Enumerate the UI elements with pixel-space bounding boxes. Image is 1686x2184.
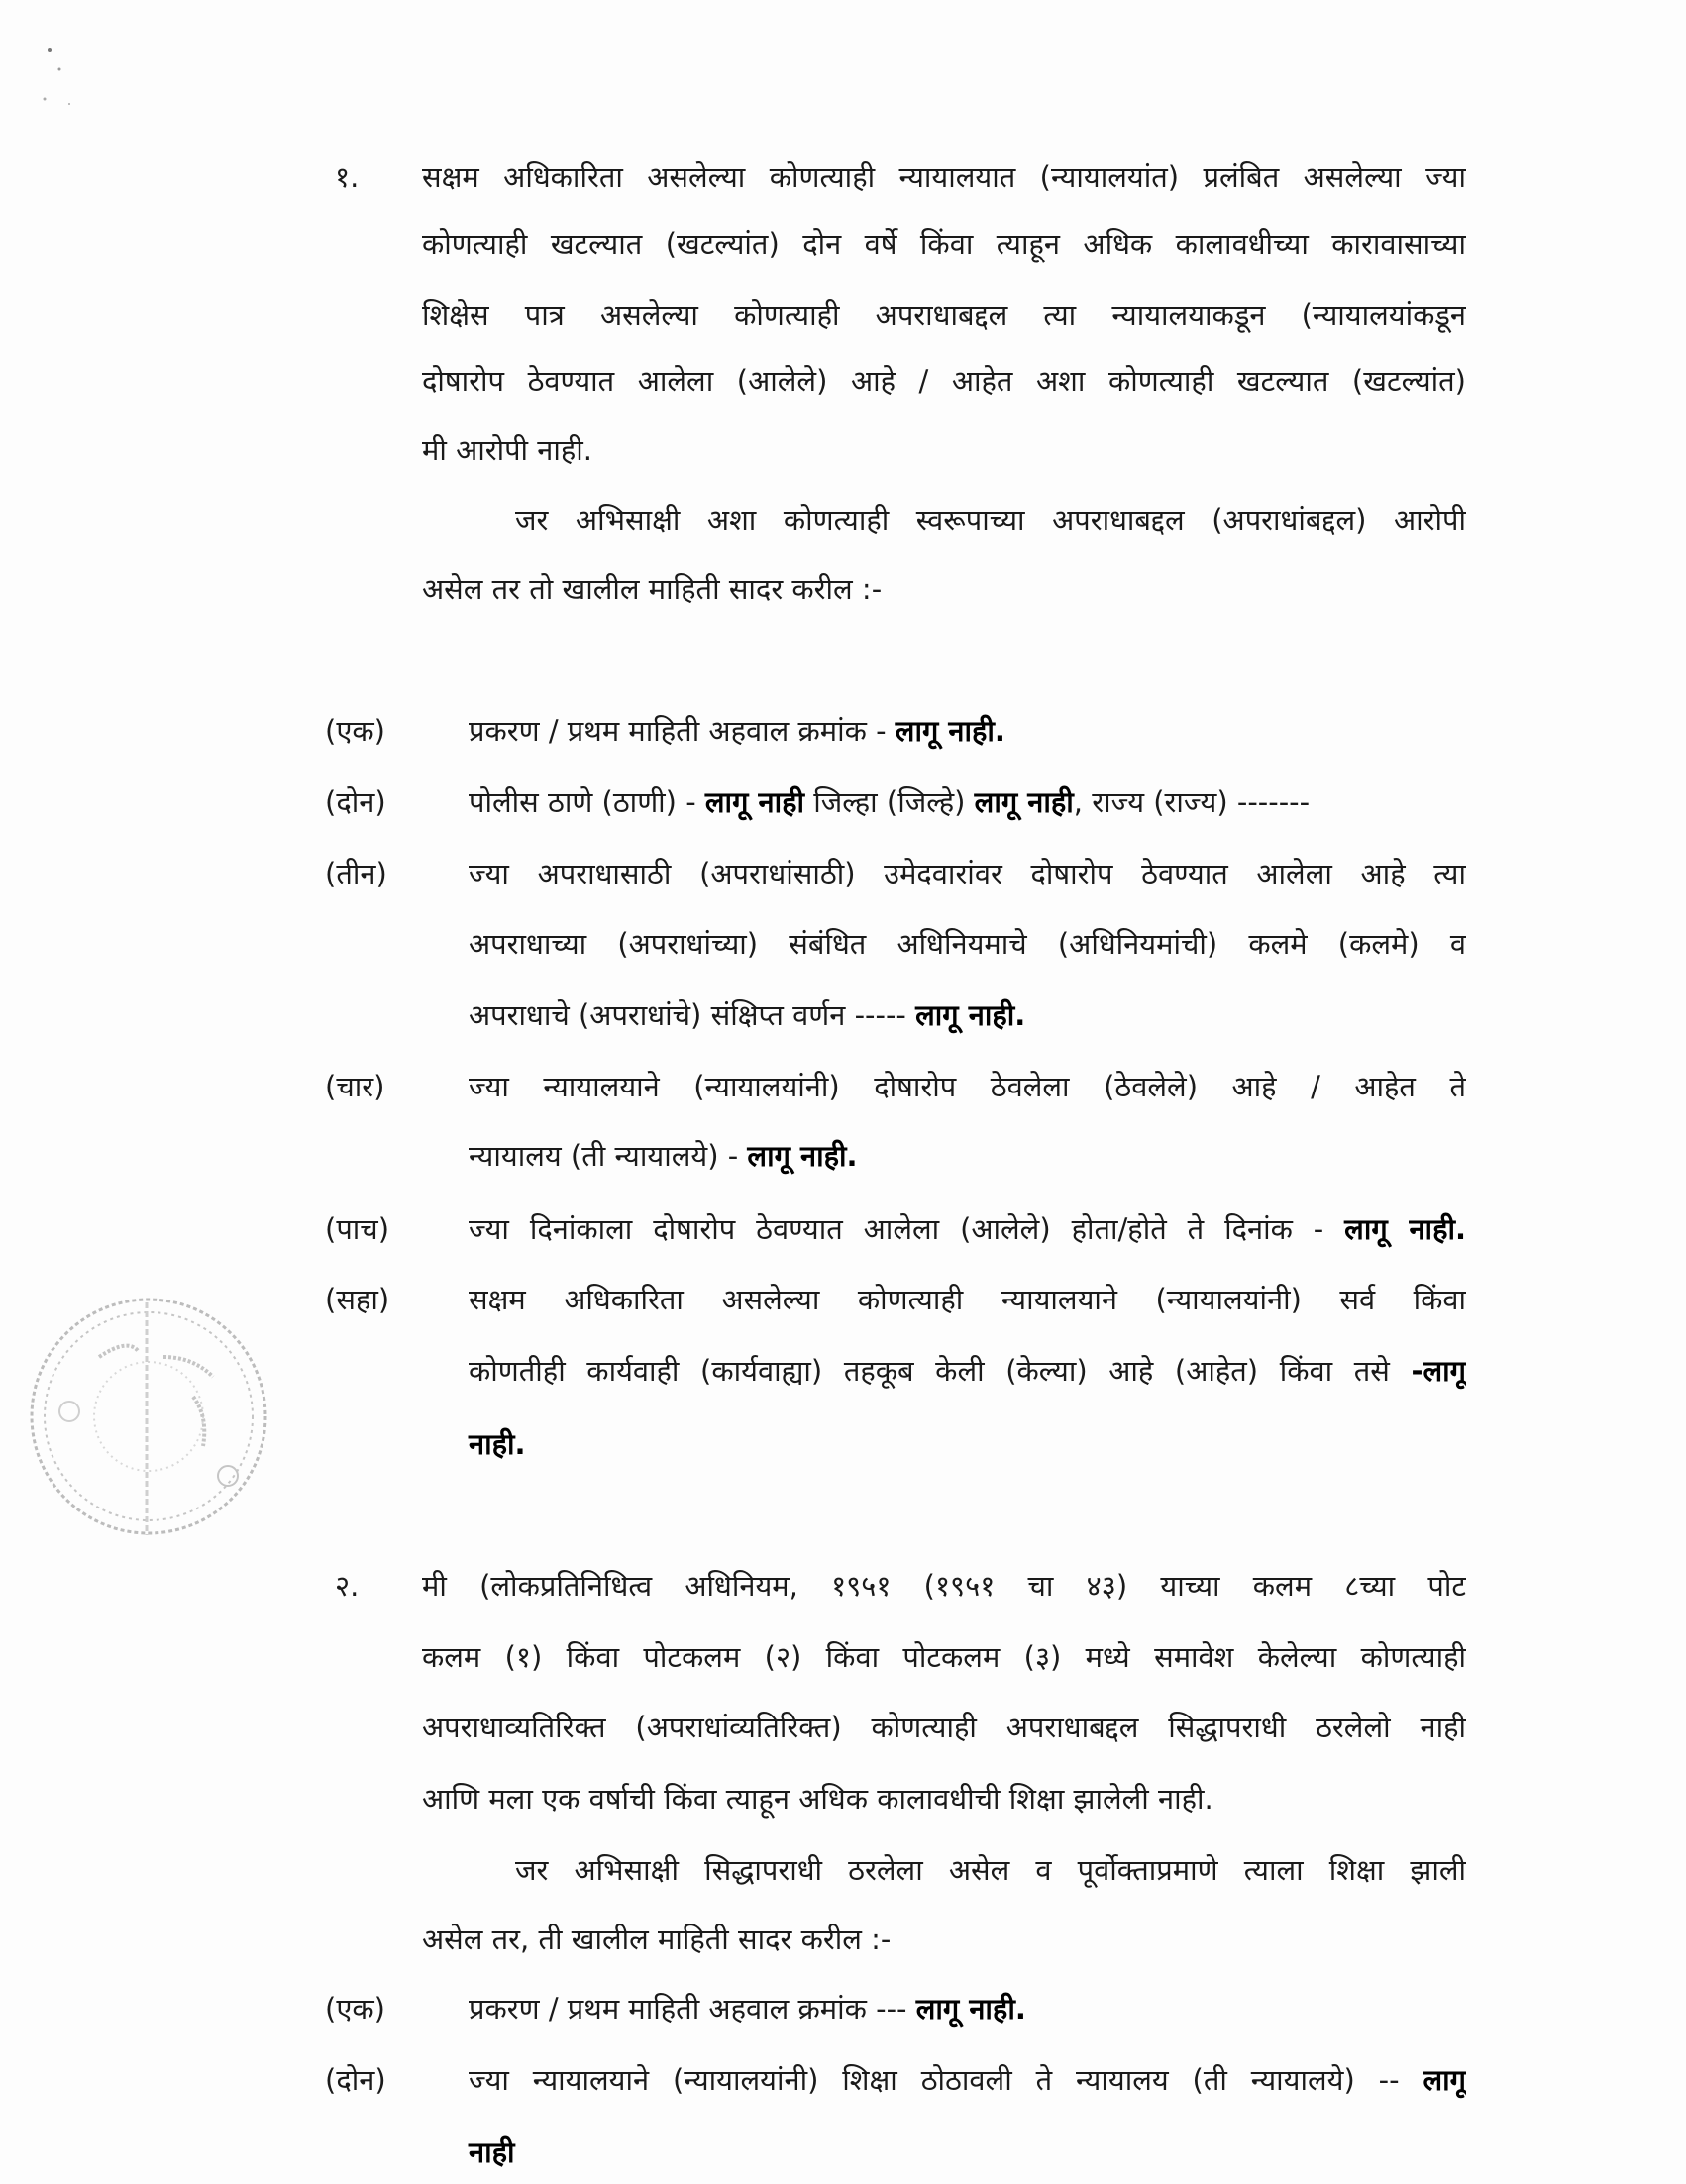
text-line <box>469 1987 1466 2030</box>
item-marker: (चार) <box>325 1070 385 1103</box>
text-line <box>469 852 1466 895</box>
official-seal-stamp <box>20 1288 277 1545</box>
bold-value: लागू <box>1423 2063 1466 2097</box>
item-marker: (दोन) <box>325 2063 386 2097</box>
text-line <box>469 780 1466 824</box>
text-segment: ज्या दिनांकाला दोषारोप ठेवण्यात आलेला (आलेले) होता/होते ते दिनांक - <box>469 1212 1345 1246</box>
text-line <box>422 293 1466 337</box>
text-segment: आणि मला एक वर्षाची किंवा त्याहून अधिक कालावधीची शिक्षा झालेली नाही. <box>422 1782 1213 1816</box>
text-line <box>469 2131 1466 2174</box>
scan-specks <box>30 40 89 119</box>
text-line <box>469 1207 1466 1251</box>
text-segment: जिल्हा (जिल्हे) <box>804 785 975 819</box>
text-segment: कोणत्याही खटल्यात (खटल्यांत) दोन वर्षे किंवा त्याहून अधिक कालावधीच्या कारावासाच्या <box>422 227 1466 260</box>
text-line <box>515 498 1466 542</box>
text-line <box>469 1278 1466 1321</box>
item-marker: (पाच) <box>325 1212 390 1246</box>
text-line <box>422 1777 1466 1820</box>
text-segment: शिक्षेस पात्र असलेल्या कोणत्याही अपराधाबद्दल त्या न्यायालयाकडून (न्यायालयांकडून <box>422 298 1466 332</box>
text-segment: दोषारोप ठेवण्यात आलेला (आलेले) आहे / आहेत अशा कोणत्याही खटल्यात (खटल्यांत) <box>422 364 1466 398</box>
text-segment: अपराधाचे (अपराधांचे) संक्षिप्त वर्णन ----- <box>469 998 916 1032</box>
bold-value: लागू नाही <box>974 785 1074 819</box>
text-line <box>422 1706 1466 1749</box>
text-line <box>469 993 1466 1037</box>
item-marker: (सहा) <box>325 1283 390 1316</box>
item-marker: २. <box>335 1569 360 1603</box>
text-segment: जर अभिसाक्षी अशा कोणत्याही स्वरूपाच्या अपराधाबद्दल (अपराधांबद्दल) आरोपी <box>515 503 1466 537</box>
item-marker: (तीन) <box>325 857 387 890</box>
text-line <box>422 360 1466 403</box>
bold-value: लागू नाही. <box>895 714 1005 748</box>
item-marker: (एक) <box>325 1992 385 2026</box>
bold-value: -लागू <box>1411 1354 1466 1388</box>
text-segment: सक्षम अधिकारिता असलेल्या कोणत्याही न्यायालयात (न्यायालयांत) प्रलंबित असलेल्या ज्या <box>422 160 1466 194</box>
text-line <box>469 1065 1466 1108</box>
text-segment: ज्या अपराधासाठी (अपराधांसाठी) उमेदवारांवर दोषारोप ठेवण्यात आलेला आहे त्या <box>469 857 1466 890</box>
text-line <box>422 428 1466 471</box>
text-line <box>422 568 1466 611</box>
item-marker: (एक) <box>325 714 385 748</box>
text-line <box>469 1422 1466 1466</box>
bold-value: नाही <box>469 2135 515 2169</box>
text-line <box>469 1134 1466 1178</box>
text-segment: असेल तर, ती खालील माहिती सादर करील :- <box>422 1923 892 1956</box>
text-line <box>469 709 1466 753</box>
text-segment: , राज्य (राज्य) ------- <box>1073 785 1311 819</box>
text-segment: जर अभिसाक्षी सिद्धापराधी ठरलेला असेल व पूर्वोक्ताप्रमाणे त्याला शिक्षा झाली <box>515 1853 1466 1887</box>
bold-value: लागू नाही. <box>1344 1212 1466 1246</box>
text-segment: कलम (१) किंवा पोटकलम (२) किंवा पोटकलम (३) मध्ये समावेश केलेल्या कोणत्याही <box>422 1640 1466 1674</box>
item-marker: (दोन) <box>325 785 386 819</box>
bold-value: नाही. <box>469 1427 526 1461</box>
text-line <box>422 222 1466 265</box>
text-segment: ज्या न्यायालयाने (न्यायालयांनी) दोषारोप ठेवलेला (ठेवलेले) आहे / आहेत ते <box>469 1070 1466 1103</box>
text-segment: अपराधाच्या (अपराधांच्या) संबंधित अधिनियमाचे (अधिनियमांची) कलमे (कलमे) व <box>469 927 1466 961</box>
text-segment: मी आरोपी नाही. <box>422 433 593 467</box>
text-segment: मी (लोकप्रतिनिधित्व अधिनियम, १९५१ (१९५१ चा ४३) याच्या कलम ८च्या पोट <box>422 1569 1466 1603</box>
text-line <box>469 1349 1466 1393</box>
bold-value: लागू नाही. <box>915 998 1026 1032</box>
bold-value: लागू नाही <box>704 785 805 819</box>
text-line <box>422 1918 1466 1961</box>
text-segment: सक्षम अधिकारिता असलेल्या कोणत्याही न्यायालयाने (न्यायालयांनी) सर्व किंवा <box>469 1283 1466 1316</box>
text-line <box>422 156 1466 199</box>
text-segment: अपराधाव्यतिरिक्त (अपराधांव्यतिरिक्त) कोणत्याही अपराधाबद्दल सिद्धापराधी ठरलेलो नाही <box>422 1711 1466 1744</box>
text-segment: पोलीस ठाणे (ठाणी) - <box>469 785 705 819</box>
text-segment: ज्या न्यायालयाने (न्यायालयांनी) शिक्षा ठोठावली ते न्यायालय (ती न्यायालये) -- <box>469 2063 1423 2097</box>
bold-value: लागू नाही. <box>915 1992 1026 2026</box>
text-line <box>469 2058 1466 2102</box>
text-segment: कोणतीही कार्यवाही (कार्यवाह्या) तहकूब केली (केल्या) आहे (आहेत) किंवा तसे <box>469 1354 1412 1388</box>
text-segment: न्यायालय (ती न्यायालये) - <box>469 1139 748 1173</box>
text-segment: प्रकरण / प्रथम माहिती अहवाल क्रमांक --- <box>469 1992 916 2026</box>
text-line <box>469 922 1466 966</box>
item-marker: १. <box>335 160 360 194</box>
text-segment: प्रकरण / प्रथम माहिती अहवाल क्रमांक - <box>469 714 896 748</box>
text-line <box>422 1564 1466 1608</box>
bold-value: लागू नाही. <box>747 1139 858 1173</box>
text-segment: असेल तर तो खालील माहिती सादर करील :- <box>422 572 883 606</box>
text-line <box>515 1848 1466 1892</box>
text-line <box>422 1635 1466 1679</box>
